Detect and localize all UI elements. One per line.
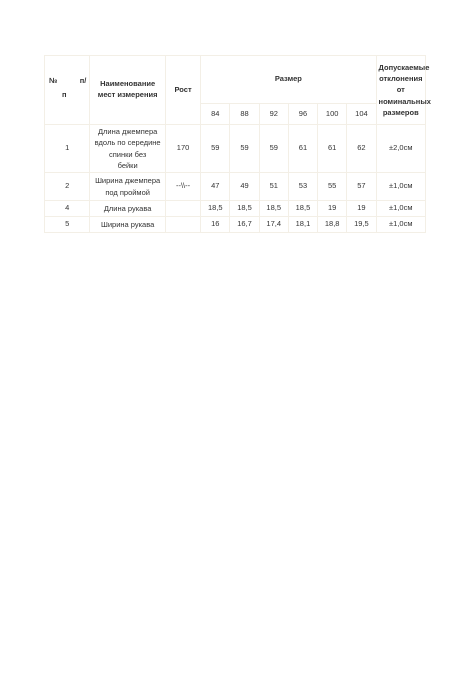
header-tolerance: [376, 56, 431, 125]
row-height: 170: [165, 125, 200, 173]
header-row: [45, 56, 426, 104]
row-name-line: Ширина джемпера: [95, 176, 161, 186]
row-value: 19: [318, 201, 347, 217]
size-cell: 100: [318, 104, 347, 125]
row-name-line: под проймой: [105, 187, 150, 197]
row-value: 19: [347, 201, 376, 217]
header-number: [45, 56, 90, 125]
document-page: [44, 55, 431, 233]
size-cell: 92: [259, 104, 288, 125]
row-value: 53: [288, 173, 317, 201]
size-cell: 96: [288, 104, 317, 125]
measurements-table: [44, 55, 431, 233]
row-name-line: спинки без: [108, 149, 147, 159]
row-value: 18,5: [288, 201, 317, 217]
row-value: 18,1: [288, 217, 317, 233]
row-value: 18,5: [259, 201, 288, 217]
header-number-sign: №: [49, 76, 58, 85]
row-value: 49: [230, 173, 259, 201]
row-value: 16,7: [230, 217, 259, 233]
row-tolerance: ±1,0см: [376, 201, 425, 217]
row-number: 2: [45, 173, 90, 201]
row-name-line: Длина рукава: [103, 203, 152, 213]
row-height: [165, 217, 200, 233]
row-value: 16: [201, 217, 230, 233]
row-name: [90, 201, 166, 217]
size-cell: 84: [201, 104, 230, 125]
row-tolerance: ±1,0см: [376, 217, 425, 233]
row-value: 19,5: [347, 217, 376, 233]
table-row: [45, 173, 426, 201]
row-value: 61: [318, 125, 347, 173]
row-name-line: вдоль по середине: [94, 138, 161, 148]
row-name: [90, 125, 166, 173]
header-number-np-top: п/: [79, 76, 87, 85]
row-tolerance: ±2,0см: [376, 125, 425, 173]
row-value: 57: [347, 173, 376, 201]
table-row: [45, 217, 426, 233]
row-tolerance: ±1,0см: [376, 173, 425, 201]
row-number: 1: [45, 125, 90, 173]
row-value: 59: [201, 125, 230, 173]
row-value: 59: [230, 125, 259, 173]
row-number: 5: [45, 217, 90, 233]
row-value: 18,5: [230, 201, 259, 217]
header-name-line: Наименование: [100, 79, 156, 89]
header-name: [90, 56, 166, 125]
row-value: 47: [201, 173, 230, 201]
row-name-line: бейки: [117, 160, 138, 170]
row-height: --\\--: [165, 173, 200, 201]
header-height: Рост: [165, 56, 200, 125]
header-tolerance-line: Допускаемые: [378, 62, 430, 72]
row-value: 59: [259, 125, 288, 173]
row-value: 17,4: [259, 217, 288, 233]
row-value: 55: [318, 173, 347, 201]
header-size: Размер: [201, 56, 376, 104]
table-row: [45, 201, 426, 217]
row-value: 62: [347, 125, 376, 173]
row-height: [165, 201, 200, 217]
size-cell: 88: [230, 104, 259, 125]
row-name: [90, 217, 166, 233]
header-number-np-bottom: п: [62, 90, 67, 99]
header-tolerance-line: отклонения: [379, 74, 423, 84]
row-value: 18,8: [318, 217, 347, 233]
header-tolerance-line: от: [396, 85, 405, 95]
header-tolerance-line: номинальных: [378, 96, 431, 106]
row-name-line: Ширина рукава: [100, 219, 155, 229]
table-row: [45, 125, 426, 173]
row-value: 51: [259, 173, 288, 201]
row-value: 18,5: [201, 201, 230, 217]
size-cell: 104: [347, 104, 376, 125]
header-tolerance-line: размеров: [382, 107, 419, 117]
row-value: 61: [288, 125, 317, 173]
row-name-line: Длина джемпера: [97, 127, 158, 136]
header-name-line: мест измерения: [97, 90, 158, 99]
row-name: [90, 173, 166, 201]
row-number: 4: [45, 201, 90, 217]
